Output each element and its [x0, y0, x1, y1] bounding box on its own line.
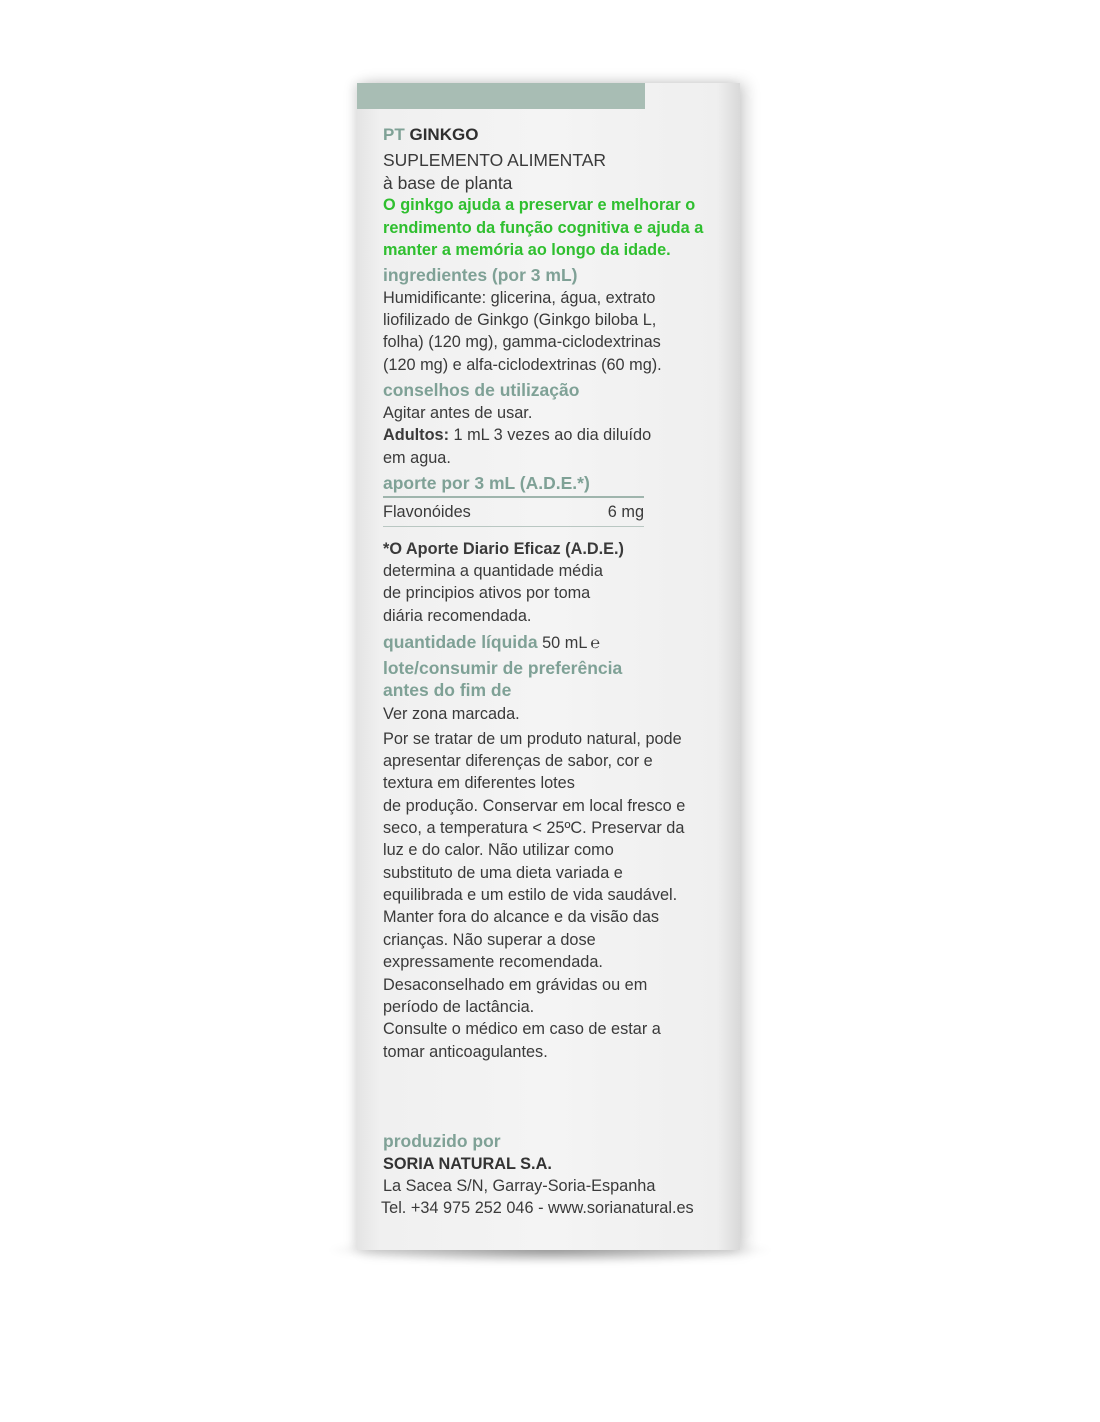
nutrition-name: Flavonóides [383, 503, 471, 521]
warning-line: substituto de uma dieta variada e [383, 864, 623, 882]
product-title [383, 124, 478, 146]
ingredients-heading: ingredientes (por 3 mL) [383, 265, 578, 285]
warning-line: Por se tratar de um produto natural, pode [383, 730, 682, 748]
warning-line: crianças. Não superar a dose [383, 931, 596, 949]
warning-line: de produção. Conservar em local fresco e [383, 797, 686, 815]
country-code: PT [383, 125, 405, 144]
ingredients-line: Humidificante: glicerina, água, extrato [383, 289, 656, 307]
lot-heading: antes do fim de [383, 680, 512, 700]
nutrition-value: 6 mg [607, 503, 644, 521]
warning-line: tomar anticoagulantes. [383, 1043, 548, 1061]
ingredients-line: (120 mg) e alfa-ciclodextrinas (60 mg). [383, 356, 662, 374]
ade-title: *O Aporte Diario Eficaz (A.D.E.) [383, 540, 624, 558]
producer-address: La Sacea S/N, Garray-Soria-Espanha [383, 1177, 656, 1195]
usage-line: em agua. [383, 449, 451, 467]
product-type: SUPLEMENTO ALIMENTAR [383, 150, 607, 170]
warning-line: seco, a temperatura < 25ºC. Preservar da [383, 819, 685, 837]
product-box-side-panel [357, 83, 740, 1250]
estimated-sign-icon: ℮ [590, 635, 600, 652]
warning-line: Desaconselhado em grávidas ou em [383, 976, 648, 994]
warning-line: textura em diferentes lotes [383, 774, 575, 792]
producer-heading: produzido por [383, 1131, 501, 1151]
ingredients-line: liofilizado de Ginkgo (Ginkgo biloba L, [383, 311, 657, 329]
nutrition-heading: aporte por 3 mL (A.D.E.*) [383, 473, 590, 493]
warning-line: Consulte o médico em caso de estar a [383, 1020, 661, 1038]
usage-line: Agitar antes de usar. [383, 404, 533, 422]
usage-adults [383, 424, 651, 446]
claim-line: O ginkgo ajuda a preservar e melhorar o [383, 196, 696, 214]
ade-line: diária recomendada. [383, 607, 532, 625]
claim-line: manter a memória ao longo da idade. [383, 241, 671, 259]
warning-line: apresentar diferenças de sabor, cor e [383, 752, 653, 770]
warning-line: período de lactância. [383, 998, 535, 1016]
ade-line: determina a quantidade média [383, 562, 603, 580]
claim-line: rendimento da função cognitiva e ajuda a [383, 219, 704, 237]
net-quantity [383, 631, 600, 655]
lot-heading: lote/consumir de preferência [383, 658, 623, 678]
adults-label: Adultos: [383, 426, 450, 444]
usage-heading: conselhos de utilização [383, 380, 580, 400]
adults-text: 1 mL 3 vezes ao dia diluído [449, 426, 652, 444]
net-quantity-label: quantidade líquida [383, 632, 538, 652]
warning-line: luz e do calor. Não utilizar como [383, 841, 614, 859]
product-base: à base de planta [383, 173, 513, 193]
warning-line: expressamente recomendada. [383, 953, 603, 971]
nutrition-rule-bottom [383, 526, 644, 527]
producer-company: SORIA NATURAL S.A. [383, 1155, 552, 1173]
warning-line: Manter fora do alcance e da visão das [383, 908, 660, 926]
ade-line: de principios ativos por toma [383, 584, 591, 602]
lot-text: Ver zona marcada. [383, 705, 520, 723]
top-color-band [357, 83, 645, 109]
product-name: GINKGO [409, 125, 479, 144]
warning-line: equilibrada e um estilo de vida saudável. [383, 886, 678, 904]
nutrition-rule-top [383, 496, 644, 498]
producer-contact: Tel. +34 975 252 046 - www.sorianatural.es [381, 1199, 694, 1217]
net-quantity-value: 50 mL [542, 634, 588, 652]
ingredients-line: folha) (120 mg), gamma-ciclodextrinas [383, 333, 661, 351]
